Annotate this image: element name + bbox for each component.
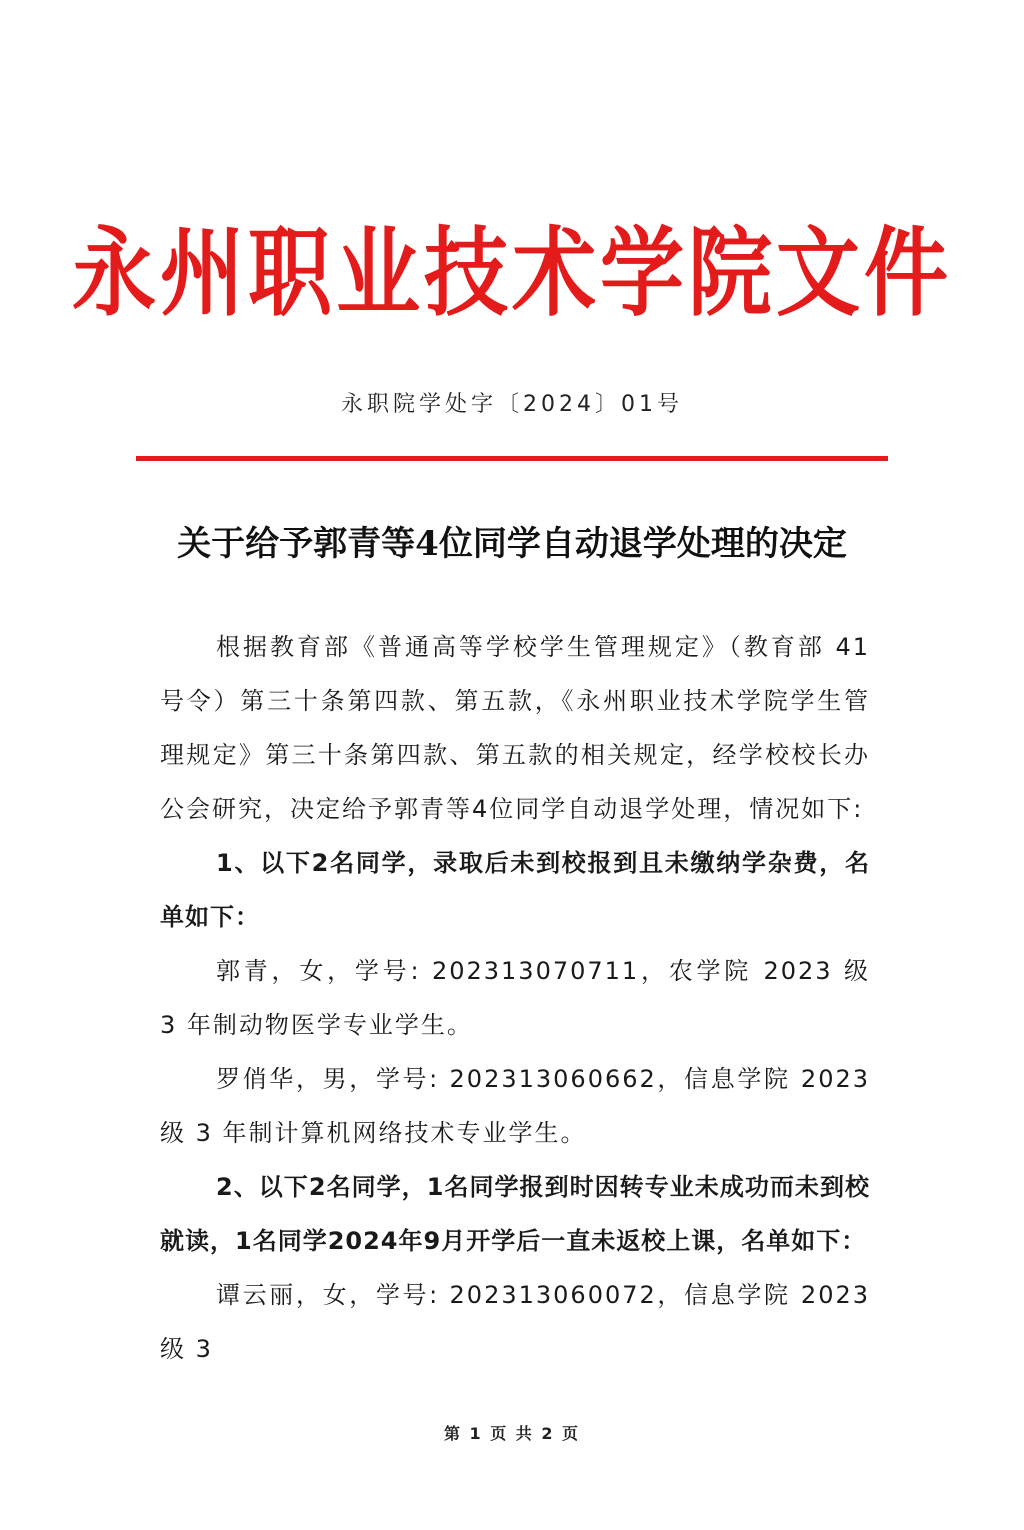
intro-paragraph: 根据教育部《普通高等学校学生管理规定》（教育部 41号令）第三十条第四款、第五款，《永州职业技术学院学生管理规定》第三十条第四款、第五款的相关规定，经学校校长办公会研究，决定给予郭青等4位同学自动退学处理，情况如下: — [160, 633, 870, 823]
decision-title: 关于给予郭青等4位同学自动退学处理的决定 — [177, 524, 847, 564]
student-entry: 谭云丽，女，学号: 202313060072，信息学院 2023 级 3 — [160, 1281, 870, 1363]
student-entry: 罗俏华，男，学号: 202313060662，信息学院 2023 级 3 年制计算机网络技术专业学生。 — [160, 1065, 870, 1147]
org-header-title: 永州职业技术学院文件 — [71, 215, 952, 330]
red-divider-line — [136, 456, 888, 461]
section-2-heading: 2、以下2名同学，1名同学报到时因转专业未成功而未到校就读，1名同学2024年9月开学后一直未返校上课，名单如下： — [160, 1173, 870, 1255]
document-body — [160, 620, 870, 1376]
page-indicator: 第 1 页 共 2 页 — [443, 1424, 581, 1443]
document-number: 永职院学处字〔2024〕01号 — [341, 392, 683, 417]
section-1-heading: 1、以下2名同学，录取后未到校报到且未缴纳学杂费，名单如下： — [160, 849, 870, 931]
student-entry: 郭青，女，学号: 202313070711，农学院 2023 级 3 年制动物医学专业学生。 — [160, 957, 870, 1039]
